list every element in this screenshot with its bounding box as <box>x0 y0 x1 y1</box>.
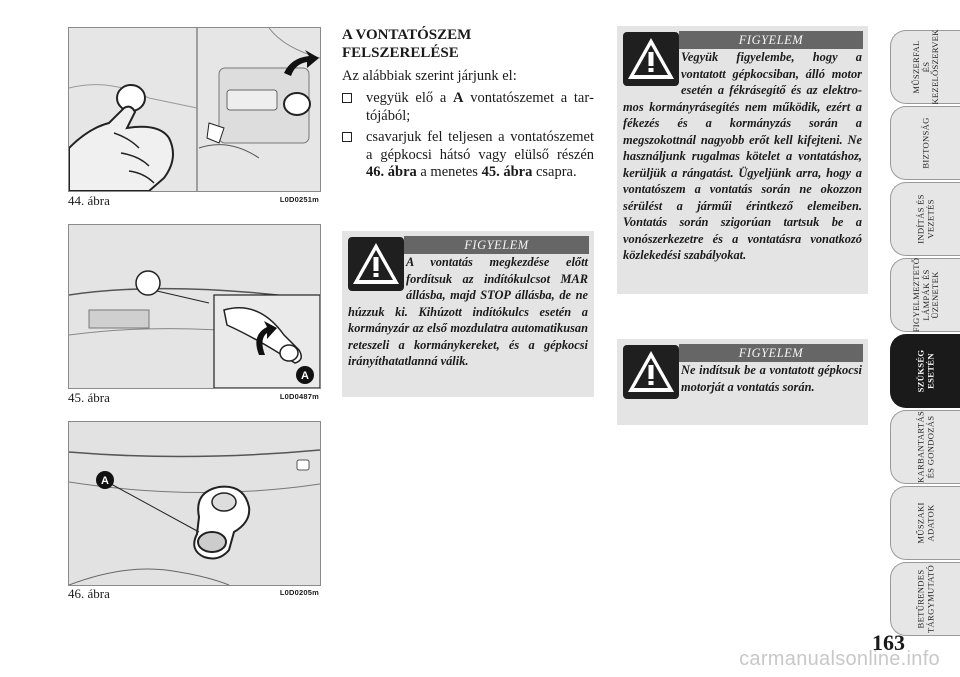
section-intro: Az alábbiak szerint járjunk el: <box>342 68 517 84</box>
figure-code: L0D0251m <box>279 195 319 204</box>
figure-45-illustration <box>68 224 321 389</box>
tab-technical-data[interactable]: MŰSZAKI ADATOK <box>890 486 960 560</box>
figure-code: L0D0487m <box>279 392 319 401</box>
bullet-box-icon <box>342 132 352 142</box>
warning-box <box>342 231 594 397</box>
watermark: carmanualsonline.info <box>739 648 940 670</box>
figure-number: 45. ábra <box>68 390 110 405</box>
figure-45-callout: A <box>301 370 309 382</box>
section-tow-eye <box>342 26 594 186</box>
figure-code: L0D0205m <box>279 588 319 597</box>
warning-title: FIGYELEM <box>404 236 589 254</box>
warning-title: FIGYELEM <box>679 344 863 362</box>
warning-title: FIGYELEM <box>679 31 863 49</box>
figure-46-callout: A <box>101 475 109 487</box>
tab-index[interactable]: BETŰRENDES TÁRGYMUTATÓ <box>890 562 960 636</box>
figure-46-illustration <box>68 421 321 586</box>
tab-dashboard-controls[interactable]: MŰSZERFAL ÉS KEZELŐSZERVEK <box>890 30 960 104</box>
figure-number: 46. ábra <box>68 586 110 601</box>
warning-text: Ne indítsuk be a vontatott gépkocsi motorját a vontatás során. <box>681 363 862 394</box>
warning-text: Vegyük figyelembe, hogy a vontatott gépkocsiban, álló motor esetén a fékrásegítő és az elektromos kormányrásegítés nem működik, ezért a fékezés és a kormányzás során a megszokottnál nagyobb erőt kell kifejteni. Ne használjunk rugalmas kötelet a vontatáshoz, kerüljük a rángatást. Ügyeljünk arra, hogy a vontatószem a vontatás során ne okozzon sérülést a járműi érintkező elemeiben. Vontatás során szigorúan tartsuk be a vonószerkezetre és a vontatásra vonatkozó közlekedési szabályokat. <box>623 50 862 262</box>
tab-starting-driving[interactable]: INDÍTÁS ÉS VEZETÉS <box>890 182 960 256</box>
warning-text: A vontatás megkezdése előtt fordítsuk az indítókulcsot MAR állásba, majd STOP állásba, de ne húzzuk ki. Kihúzott indítókulcs esetén a kormányzár az első mozdulatra automatikusan reteszeli a kormánykereket, és a gépkocsi irányíthatatlanná válik. <box>348 255 588 368</box>
tab-maintenance[interactable]: KARBANTARTÁS ÉS GONDOZÁS <box>890 410 960 484</box>
warning-box <box>617 26 868 294</box>
page-number: 163 <box>872 630 905 655</box>
figure-number: 44. ábra <box>68 193 110 208</box>
figure-44-illustration <box>68 27 321 192</box>
tab-emergency[interactable]: SZÜKSÉG ESETÉN <box>890 334 960 408</box>
bullet-item: csavarjuk fel teljesen a vontatószemet a gépkocsi hátsó vagy elülső részén 46. ábra a menetes 45. ábra csapra. <box>342 129 594 182</box>
warning-box <box>617 339 868 425</box>
section-heading: A VONTATÓSZEM FELSZERELÉSE <box>342 27 472 61</box>
bullet-box-icon <box>342 93 352 103</box>
tab-safety[interactable]: BIZTONSÁG <box>890 106 960 180</box>
tab-warning-lights[interactable]: FIGYELMEZTETŐ LÁMPÁK ÉS ÜZENETEK <box>890 258 960 332</box>
bullet-item: vegyük elő a A vontatószemet a tartójából; <box>342 90 594 125</box>
